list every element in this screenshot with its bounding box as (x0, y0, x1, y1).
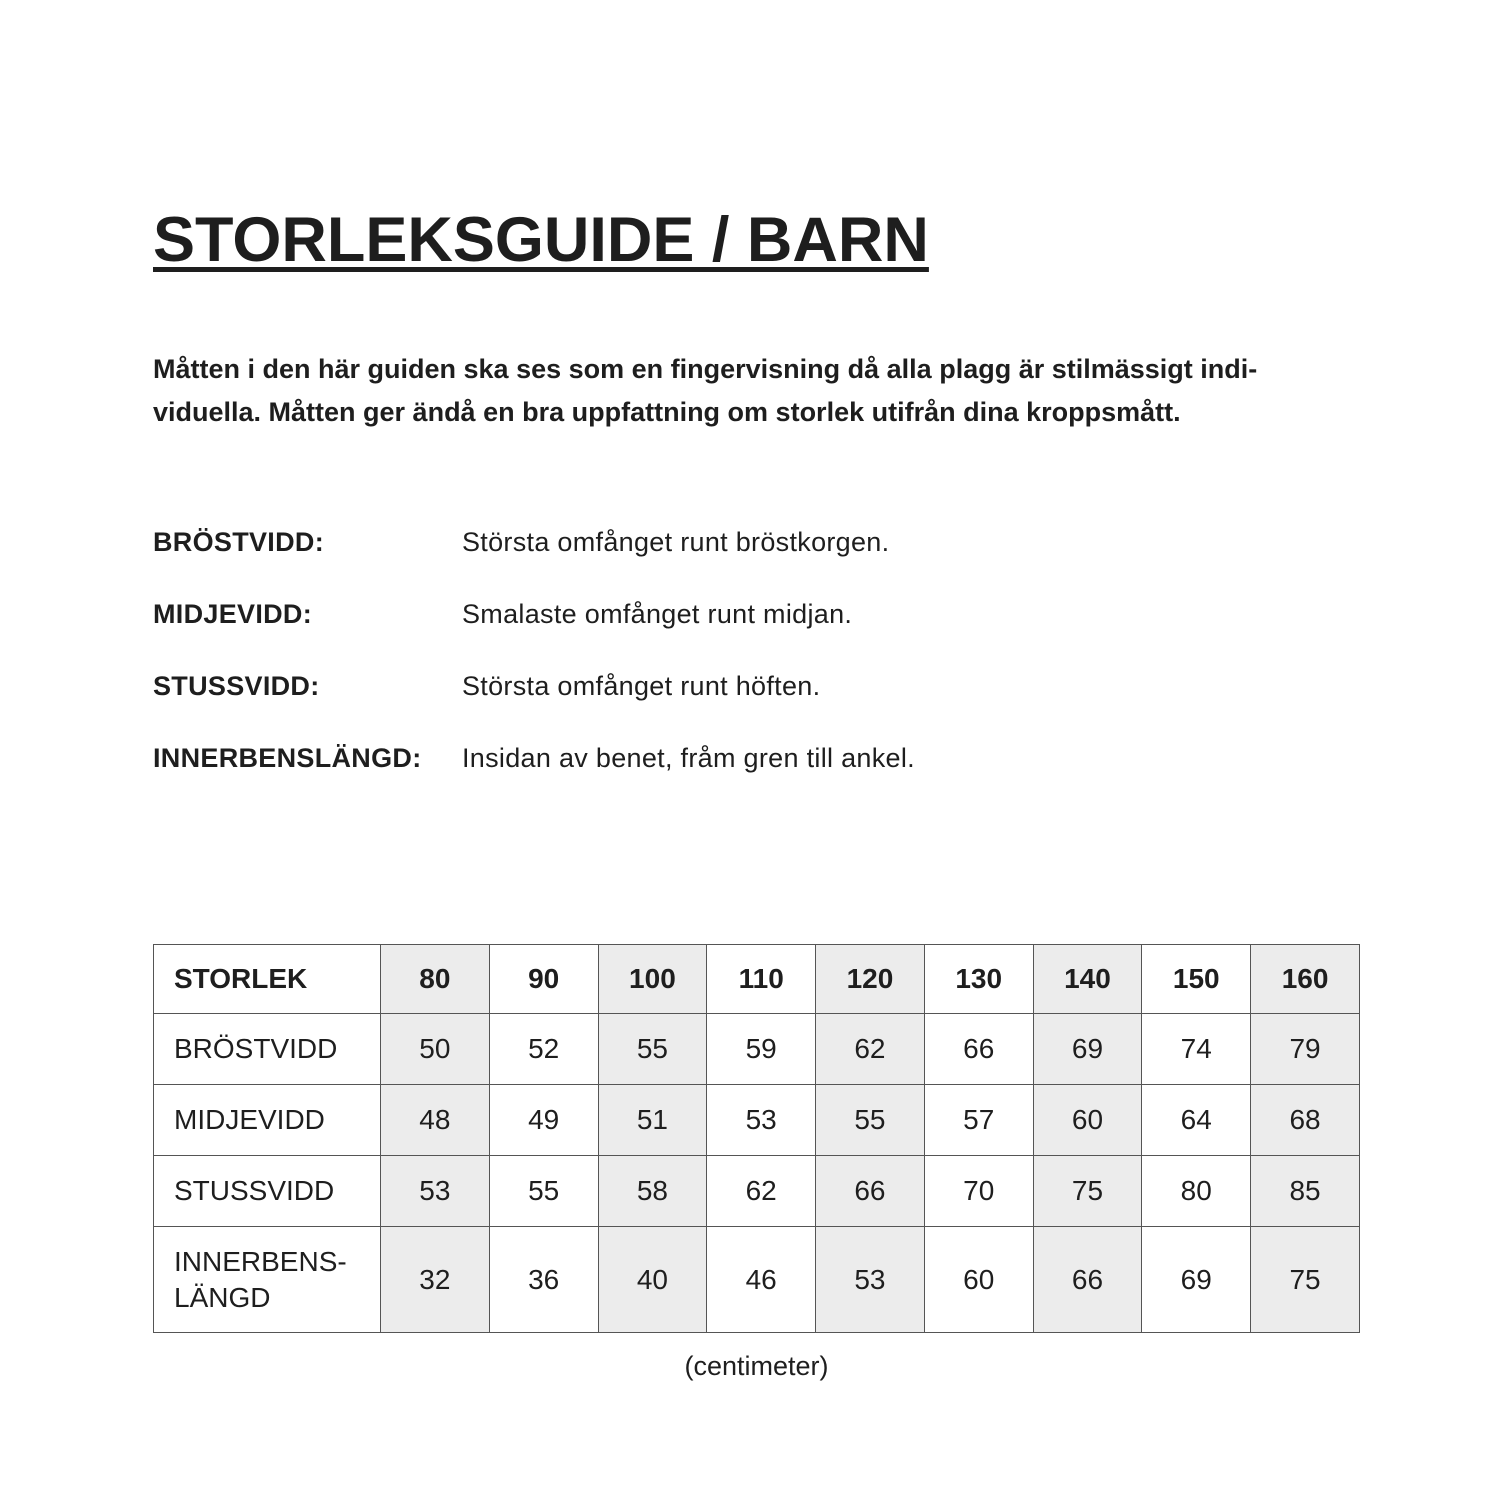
table-cell: 62 (707, 1156, 816, 1227)
row-label: BRÖSTVIDD (154, 1014, 381, 1085)
definition-row (153, 594, 915, 666)
table-row (154, 1156, 1360, 1227)
table-cell: 70 (924, 1156, 1033, 1227)
table-cell: 80 (1142, 1156, 1251, 1227)
table-cell: 69 (1142, 1227, 1251, 1333)
table-cell: 32 (381, 1227, 490, 1333)
table-row (154, 1085, 1360, 1156)
table-cell: 66 (1033, 1227, 1142, 1333)
definition-row (153, 666, 915, 738)
table-cell: 51 (598, 1085, 707, 1156)
table-header-row (154, 945, 1360, 1014)
table-cell: 69 (1033, 1014, 1142, 1085)
table-cell: 50 (381, 1014, 490, 1085)
size-header-160: 160 (1251, 945, 1360, 1014)
table-cell: 66 (816, 1156, 925, 1227)
table-cell: 46 (707, 1227, 816, 1333)
table-header-label: STORLEK (154, 945, 381, 1014)
definition-term: STUSSVIDD: (153, 671, 320, 701)
size-header-110: 110 (707, 945, 816, 1014)
row-label-line-2: LÄNGD (174, 1281, 271, 1313)
table-cell: 48 (381, 1085, 490, 1156)
table-cell: 53 (707, 1085, 816, 1156)
table-cell: 75 (1251, 1227, 1360, 1333)
intro-line-1: Måtten i den här guiden ska ses som en fingervisning då alla plagg är stilmässigt indi- (153, 354, 1258, 384)
table-cell: 64 (1142, 1085, 1251, 1156)
definition-row (153, 738, 915, 810)
table-cell: 62 (816, 1014, 925, 1085)
definition-term: MIDJEVIDD: (153, 599, 313, 629)
size-header-130: 130 (924, 945, 1033, 1014)
table-cell: 79 (1251, 1014, 1360, 1085)
table-cell: 75 (1033, 1156, 1142, 1227)
size-header-80: 80 (381, 945, 490, 1014)
definition-term: INNERBENSLÄNGD: (153, 743, 422, 773)
table-cell: 57 (924, 1085, 1033, 1156)
table-row (154, 1227, 1360, 1333)
row-label: MIDJEVIDD (154, 1085, 381, 1156)
row-label-line-1: INNERBENS- (174, 1245, 347, 1277)
table-cell: 49 (489, 1085, 598, 1156)
page-title: STORLEKSGUIDE / BARN (153, 205, 929, 275)
table-cell: 55 (489, 1156, 598, 1227)
table-cell: 53 (816, 1227, 925, 1333)
size-header-150: 150 (1142, 945, 1251, 1014)
table-cell: 40 (598, 1227, 707, 1333)
table-cell: 66 (924, 1014, 1033, 1085)
table-cell: 52 (489, 1014, 598, 1085)
definition-description: Största omfånget runt bröstkorgen. (462, 527, 890, 557)
intro-line-2: viduella. Måtten ger ändå en bra uppfattning om storlek utifrån dina kroppsmått. (153, 397, 1181, 427)
row-label: STUSSVIDD (154, 1156, 381, 1227)
intro-text (153, 348, 1373, 434)
table-cell: 60 (1033, 1085, 1142, 1156)
unit-caption: (centimeter) (684, 1351, 829, 1381)
size-header-140: 140 (1033, 945, 1142, 1014)
size-header-120: 120 (816, 945, 925, 1014)
definition-description: Största omfånget runt höften. (462, 671, 821, 701)
definition-term: BRÖSTVIDD: (153, 527, 324, 557)
table-cell: 53 (381, 1156, 490, 1227)
table-cell: 60 (924, 1227, 1033, 1333)
table-row (154, 1014, 1360, 1085)
table-cell: 58 (598, 1156, 707, 1227)
table-body (154, 1014, 1360, 1333)
table-cell: 85 (1251, 1156, 1360, 1227)
table-cell: 59 (707, 1014, 816, 1085)
table-cell: 55 (598, 1014, 707, 1085)
table-cell: 74 (1142, 1014, 1251, 1085)
size-header-90: 90 (489, 945, 598, 1014)
definition-row (153, 522, 915, 594)
table-cell: 55 (816, 1085, 925, 1156)
row-label (154, 1227, 381, 1333)
definition-description: Smalaste omfånget runt midjan. (462, 599, 853, 629)
table-cell: 68 (1251, 1085, 1360, 1156)
definition-description: Insidan av benet, fråm gren till ankel. (462, 743, 915, 773)
table-cell: 36 (489, 1227, 598, 1333)
size-table (153, 944, 1360, 1333)
measurement-definitions (153, 522, 915, 810)
size-header-100: 100 (598, 945, 707, 1014)
